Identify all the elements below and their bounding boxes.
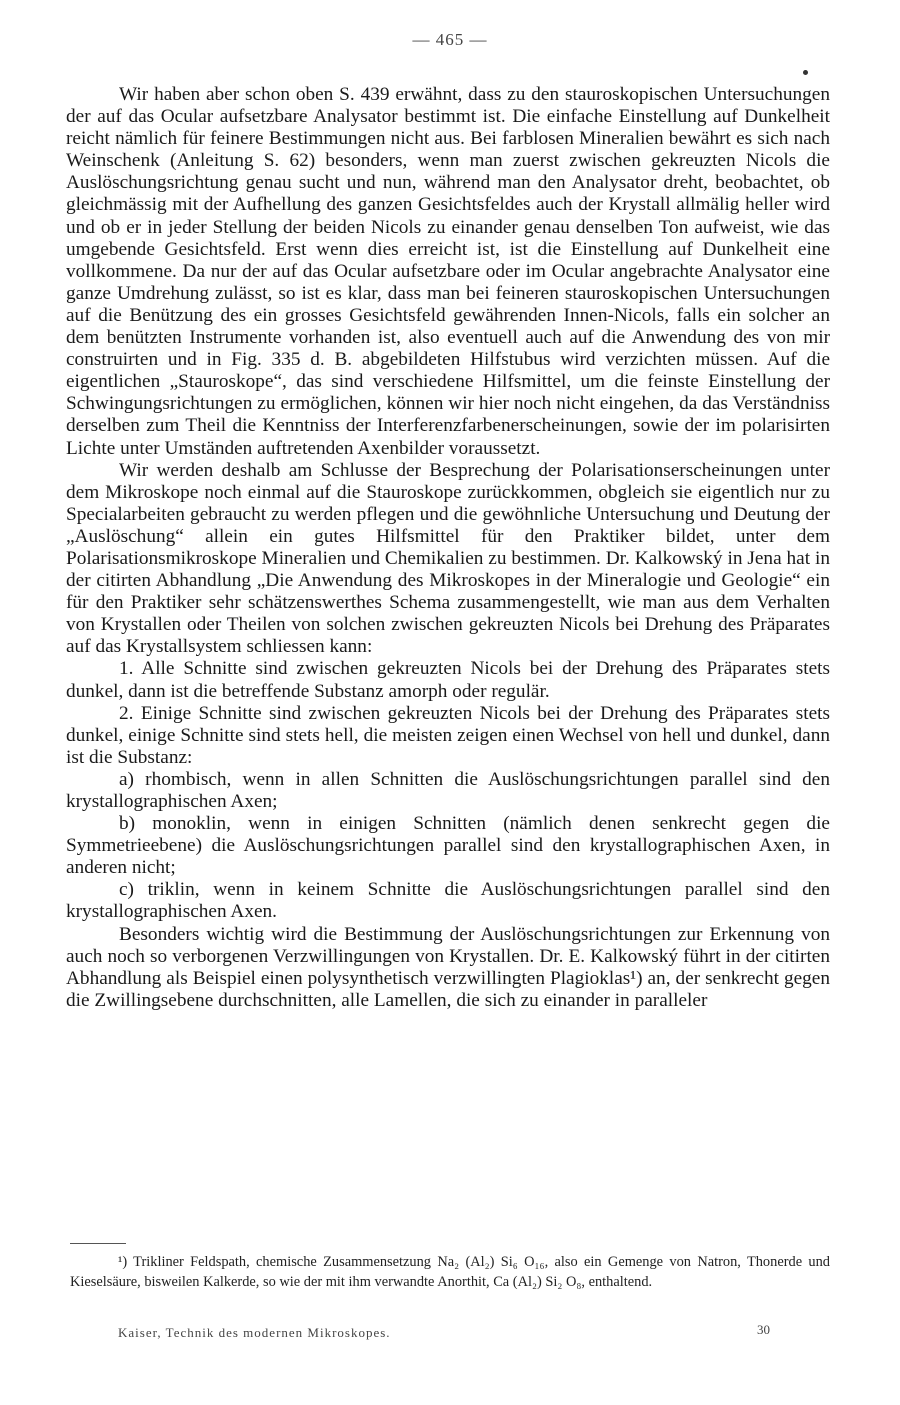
footnote [70, 1252, 830, 1292]
footnote-rule [70, 1243, 126, 1244]
paragraph-1: Wir haben aber schon oben S. 439 erwähnt, dass zu den stauroskopischen Untersuchungen der auf das Ocular aufsetzbare Analysator bestimmt ist. Die einfache Einstellung auf Dunkelheit reicht nämlich für feinere Bestimmungen nicht aus. Bei farblosen Mineralien bewährt es sich nach Weinschenk (Anleitung S. 62) besonders, wenn man zuerst zwischen gekreuzten Nicols die Auslöschungsrichtung genau sucht und nun, während man den Analysator dreht, beobachtet, ob gleichmässig mit der Aufhellung des ganzen Gesichtsfeldes auch der Krystall allmälig heller wird und ob er in jeder Stellung der beiden Nicols zu einander genau denselben Ton aufweist, wie das umgebende Gesichtsfeld. Erst wenn dies erreicht ist, ist die Einstellung auf Dunkelheit eine vollkommene. Da nur der auf das Ocular aufsetzbare oder im Ocular angebrachte Analysator eine ganze Umdrehung zulässt, so ist es klar, dass man bei feineren stauroskopischen Untersuchungen auf die Benützung des ein grosses Gesichtsfeld gewährenden Innen-Nicols, falls ein solcher an dem benützten Instrumente vorhanden ist, also eventuell auch auf die Anwendung des von mir construirten und in Fig. 335 d. B. abgebildeten Hilfstubus wird verzichten müssen. Auf die eigentlichen „Stauroskope“, das sind verschiedene Hilfsmittel, um die feinste Einstellung der Schwingungsrichtungen zu ermöglichen, können wir hier noch nicht eingehen, da das Verständniss derselben zum Theil die Kenntniss der Interferenzfarbenerscheinungen, sowie der im polarisirten Lichte unter Umständen auftretenden Axenbilder voraussetzt. [66, 84, 830, 459]
footer-sheet-number: 30 [757, 1322, 770, 1337]
printed-speck [803, 70, 808, 75]
list-subitem-b: b) monoklin, wenn in einigen Schnitten (nämlich denen senkrecht gegen die Symmetrieebene) die Auslöschungsrichtungen parallel sind den krystallographischen Axen, in anderen nicht; [66, 813, 830, 879]
paragraph-3: Besonders wichtig wird die Bestimmung der Auslöschungsrichtungen zur Erkennung von auch noch so verborgenen Verzwillingungen von Krystallen. Dr. E. Kalkowský führt in der citirten Abhandlung als Beispiel einen polysynthetisch verzwillingten Plagioklas¹) an, der senkrecht gegen die Zwillingsebene durchschnitten, alle Lamellen, die sich zu einander in paralleler [66, 923, 830, 1011]
page-number: — 465 — [412, 30, 488, 49]
paragraph-2: Wir werden deshalb am Schlusse der Besprechung der Polarisationserscheinungen unter dem Mikroskope noch einmal auf die Stauroskope zurückkommen, obgleich sie eigentlich nur zu Specialarbeiten gebraucht zu werden pflegen und die gewöhnliche Untersuchung und Deutung der „Auslöschung“ allein ein gutes Hilfsmittel für den Praktiker bildet, unter dem Polarisationsmikroskope Mineralien und Chemikalien zu bestimmen. Dr. Kalkowský in Jena hat in der citirten Abhandlung „Die Anwendung des Mikroskopes in der Mineralogie und Geologie“ ein für den Praktiker sehr schätzenswerthes Schema zusammengestellt, wie man aus dem Verhalten von Krystallen oder Theilen von solchen zwischen gekreuzten Nicols bei Drehung des Präparates auf das Krystallsystem schliessen kann: [66, 459, 830, 658]
footer-signature: Kaiser, Technik des modernen Mikroskopes. [118, 1325, 391, 1340]
list-subitem-c: c) triklin, wenn in keinem Schnitte die Auslöschungsrichtungen parallel sind den krystallographischen Axen. [66, 879, 830, 923]
footnote-text: ¹) Trikliner Feldspath, chemische Zusammensetzung Na₂ (Al₂) Si₆ O₁₆, also ein Gemenge von Natron, Thonerde und Kieselsäure, bisweilen Kalkerde, so wie der mit ihm verwandte Anorthit, Ca (Al₂) Si₂ O₈, enthaltend. [70, 1254, 830, 1290]
list-item-1: 1. Alle Schnitte sind zwischen gekreuzten Nicols bei der Drehung des Präparates stets dunkel, dann ist die betreffende Substanz amorph oder regulär. [66, 658, 830, 702]
list-item-2: 2. Einige Schnitte sind zwischen gekreuzten Nicols bei der Drehung des Präparates stets dunkel, einige Schnitte sind stets hell, die meisten zeigen einen Wechsel von hell und dunkel, dann ist die Substanz: [66, 702, 830, 768]
body-text [66, 84, 830, 1012]
list-subitem-a: a) rhombisch, wenn in allen Schnitten die Auslöschungsrichtungen parallel sind den krystallographischen Axen; [66, 768, 830, 812]
